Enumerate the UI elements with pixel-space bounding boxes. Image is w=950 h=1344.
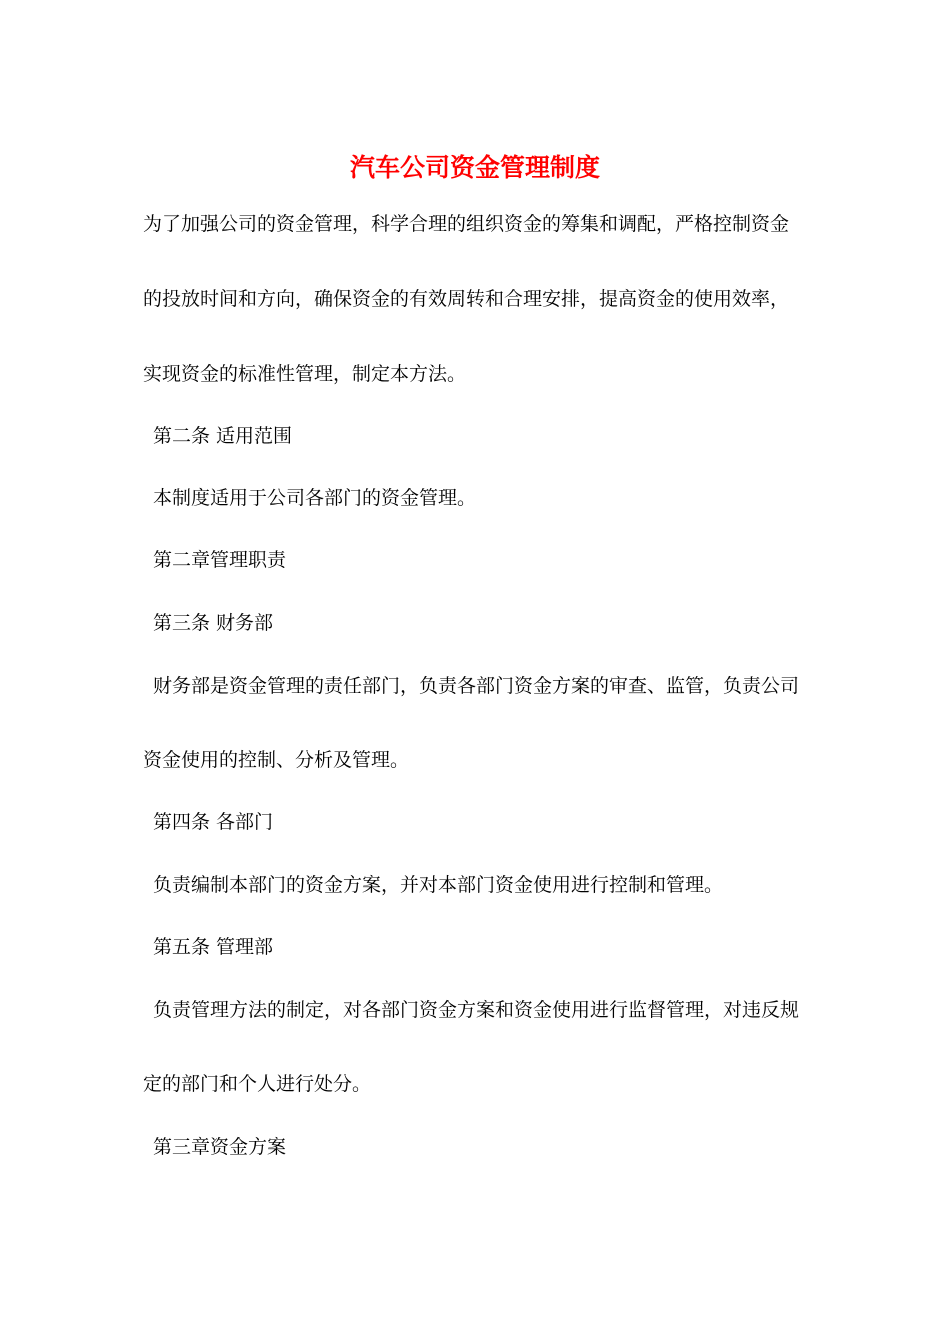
article-heading: 第二条 适用范围 (153, 425, 293, 447)
article-heading: 第四条 各部门 (153, 811, 274, 833)
document-title: 汽车公司资金管理制度 (349, 153, 600, 182)
paragraph-line: 财务部是资金管理的责任部门，负责各部门资金方案的审查、监管，负责公司 (153, 675, 800, 697)
paragraph-line: 实现资金的标准性管理，制定本方法。 (143, 363, 467, 385)
paragraph-line: 负责编制本部门的资金方案，并对本部门资金使用进行控制和管理。 (153, 874, 724, 896)
article-heading: 第五条 管理部 (153, 936, 274, 958)
paragraph-line: 资金使用的控制、分析及管理。 (143, 749, 410, 771)
paragraph-line: 的投放时间和方向，确保资金的有效周转和合理安排，提高资金的使用效率， (143, 288, 790, 310)
chapter-heading: 第三章资金方案 (153, 1136, 287, 1158)
paragraph-line: 负责管理方法的制定，对各部门资金方案和资金使用进行监督管理，对违反规 (153, 999, 800, 1021)
article-heading: 第三条 财务部 (153, 612, 274, 634)
paragraph-line: 为了加强公司的资金管理，科学合理的组织资金的筹集和调配，严格控制资金 (143, 213, 790, 235)
paragraph-line: 本制度适用于公司各部门的资金管理。 (153, 487, 477, 509)
chapter-heading: 第二章管理职责 (153, 549, 287, 571)
paragraph-line: 定的部门和个人进行处分。 (143, 1073, 372, 1095)
